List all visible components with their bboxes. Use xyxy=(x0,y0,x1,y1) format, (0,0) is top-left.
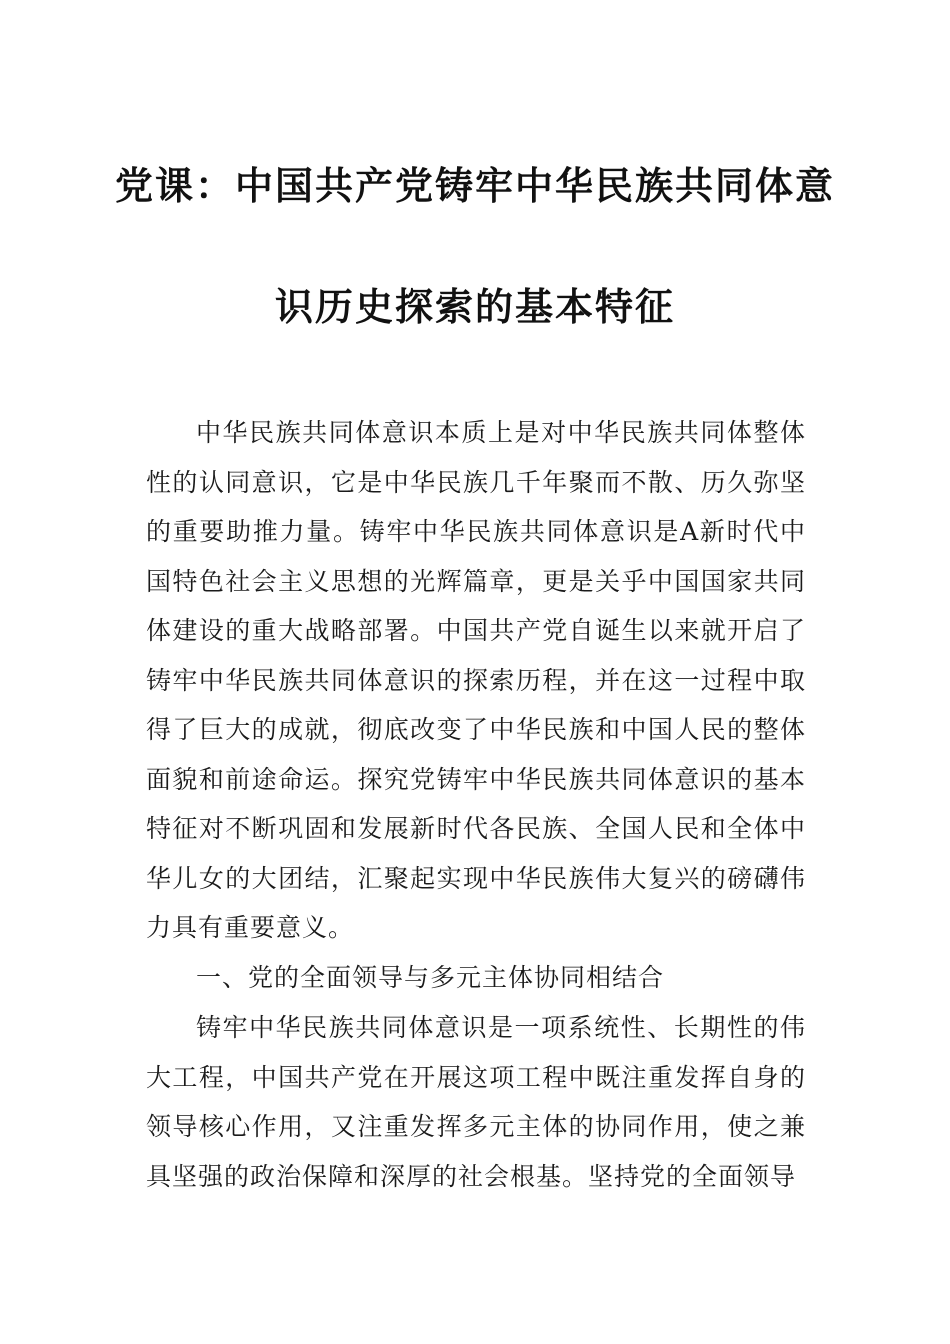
document-title-line-1: 党课：中国共产党铸牢中华民族共同体意 xyxy=(114,164,835,208)
section-heading-1: 一、党的全面领导与多元主体协同相结合 xyxy=(196,963,665,992)
document-title-line-2: 识历史探索的基本特征 xyxy=(274,285,675,329)
body-paragraph-1: 中华民族共同体意识本质上是对中华民族共同体整体性的认同意识，它是中华民族几千年聚而不散、历久弥坚的重要助推力量。铸牢中华民族共同体意识是A新时代中国特色社会主义思想的光辉篇章，更是关乎中国国家共同体建设的重大战略部署。中国共产党自诞生以来就开启了铸牢中华民族共同体意识的探索历程，并在这一过程中取得了巨大的成就，彻底改变了中华民族和中国人民的整体面貌和前途命运。探究党铸牢中华民族共同体意识的基本特征对不断巩固和发展新时代各民族、全国人民和全体中华儿女的大团结，汇聚起实现中华民族伟大复兴的磅礴伟力具有重要意义。 xyxy=(146,418,806,942)
body-paragraph-2: 铸牢中华民族共同体意识是一项系统性、长期性的伟大工程，中国共产党在开展这项工程中既注重发挥自身的领导核心作用，又注重发挥多元主体的协同作用，使之兼具坚强的政治保障和深厚的社会根基。坚持党的全面领导 xyxy=(146,1013,806,1191)
